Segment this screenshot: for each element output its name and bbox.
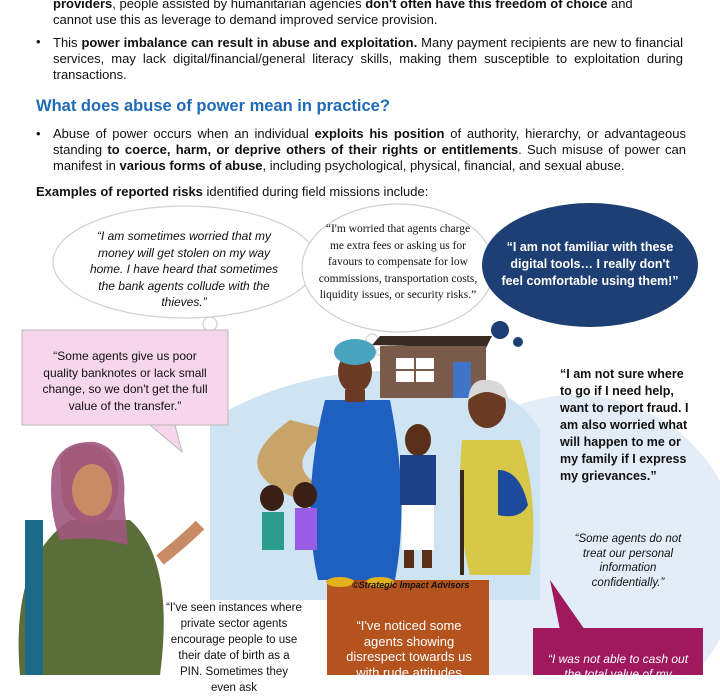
examples-intro: Examples of reported risks identified during field missions include: xyxy=(36,184,429,199)
image-credit: ©Strategic Impact Advisors xyxy=(352,580,470,590)
intro-bold-providers: providers xyxy=(53,0,113,11)
quote-digital-tools: “I am not familiar with these digital tools… I really don't feel comfortable using them!” xyxy=(501,240,679,288)
quote-cash-out: “I was not able to cash out the total value of my xyxy=(547,652,689,681)
intro-paragraph-1: providers, people assisted by humanitarian agencies don't often have this freedom of choice and cannot use this as leverage to demand improved service provision. xyxy=(53,0,681,28)
quote-disrespect: “I've noticed some agents showing disrespect towards us with rude attitudes xyxy=(346,618,472,680)
quote-report-fraud: “I am not sure where to go if I need help, want to report fraud. I am also worried what will happen to me or my family if I express my grievances.” xyxy=(560,367,689,483)
intro-paragraph-2: This power imbalance can result in abuse and exploitation. Many payment recipients are new to financial services, may lack digital/financial/general literacy skills, making them susceptible to exploitation during transactions. xyxy=(53,35,684,82)
bullet-dot: • xyxy=(36,126,41,141)
bullet-dot: • xyxy=(36,34,41,49)
quote-poor-banknotes: “Some agents give us poor quality banknotes or lack small change, so we don't get the full value of the transfer.” xyxy=(42,349,208,413)
quote-money-stolen: “I am sometimes worried that my money will get stolen on my way home. I have heard that sometimes the bank agents collude with the thieves.” xyxy=(89,229,279,309)
section-heading: What does abuse of power mean in practice? xyxy=(36,97,390,115)
quote-extra-fees: “I'm worried that agents charge me extra fees or asking us for favours to compensate for low commissions, transportation costs, liquidity issues, or security risks.” xyxy=(318,223,478,301)
quote-personal-information: “Some agents do not treat our personal information confidentially.” xyxy=(574,533,682,589)
abuse-definition-paragraph: Abuse of power occurs when an individual exploits his position of authority, hierarchy, or advantageous standing to coerce, harm, or deprive others of their rights or entitlements. Such misuse of power can manifest in various forms of abuse, including psychological, physical, financial, and sexual abuse. xyxy=(53,126,687,173)
quote-date-of-birth-pin: “I've seen instances where private sector agents encourage people to use their date of birth as a PIN. Sometimes they even ask xyxy=(166,602,302,694)
